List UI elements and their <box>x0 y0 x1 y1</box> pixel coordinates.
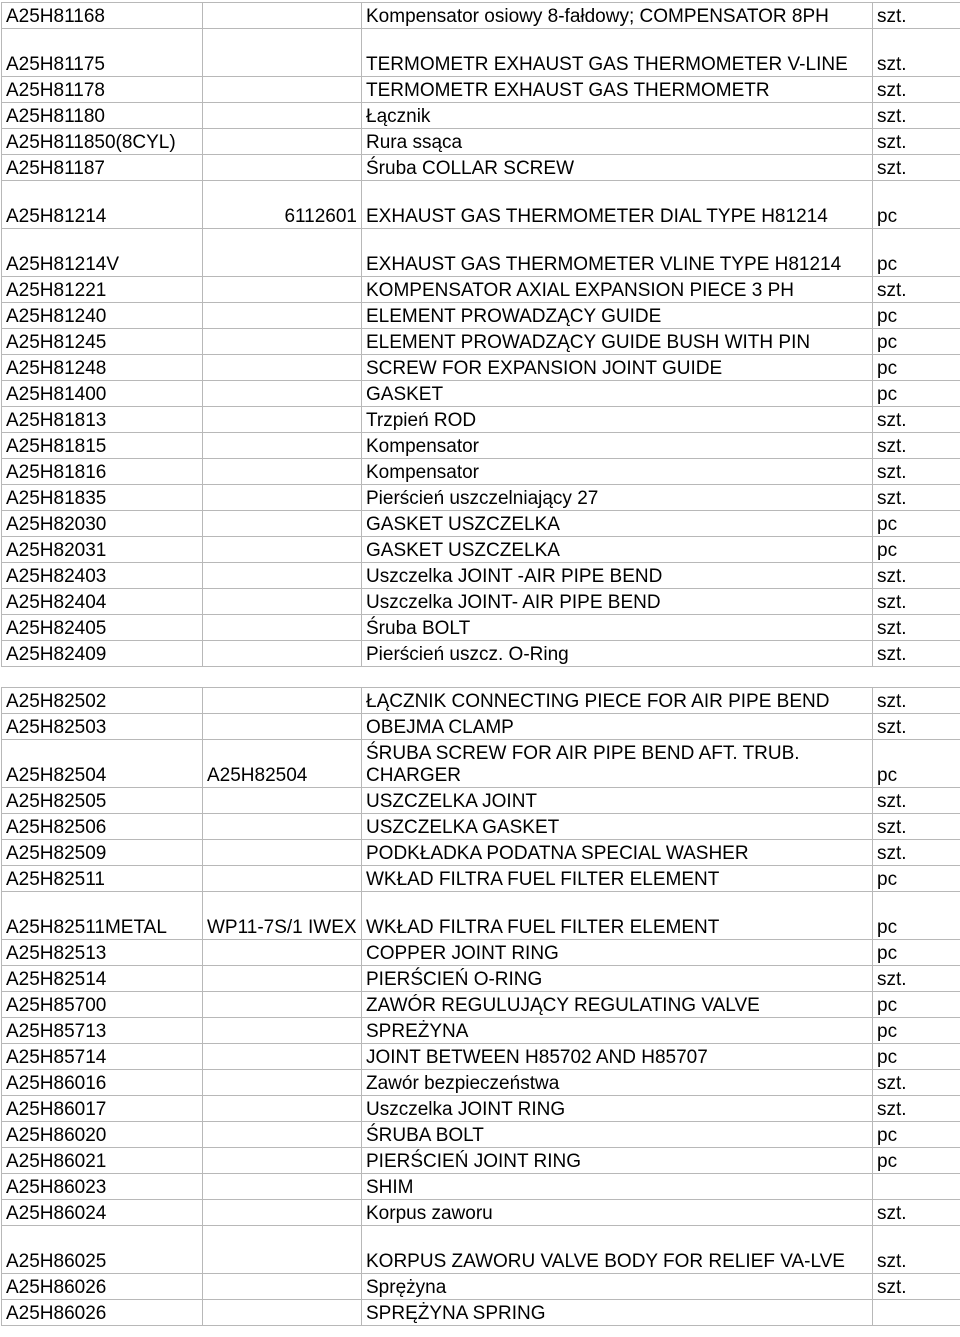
part-code-cell: A25H81214 <box>2 181 203 229</box>
table-row <box>2 103 960 129</box>
part-code-cell: A25H85714 <box>2 1044 203 1070</box>
table-row <box>2 129 960 155</box>
table-row <box>2 1070 960 1096</box>
part-code-cell: A25H82514 <box>2 966 203 992</box>
reference-cell <box>203 1200 362 1226</box>
description-cell: Zawór bezpieczeństwa <box>362 1070 873 1096</box>
description-cell: Uszczelka JOINT RING <box>362 1096 873 1122</box>
part-code-cell: A25H81187 <box>2 155 203 181</box>
table-row <box>2 485 960 511</box>
unit-cell <box>873 667 960 688</box>
unit-cell <box>873 1174 960 1200</box>
description-cell: Kompensator <box>362 433 873 459</box>
description-cell: PIERŚCIEŃ JOINT RING <box>362 1148 873 1174</box>
reference-cell <box>203 1096 362 1122</box>
unit-cell: szt. <box>873 1070 960 1096</box>
table-row <box>2 407 960 433</box>
table-row <box>2 992 960 1018</box>
part-code-cell: A25H82511 <box>2 866 203 892</box>
table-row <box>2 1148 960 1174</box>
description-cell: GASKET <box>362 381 873 407</box>
unit-cell: pc <box>873 181 960 229</box>
description-cell: SHIM <box>362 1174 873 1200</box>
part-code-cell: A25H82509 <box>2 840 203 866</box>
part-code-cell: A25H81815 <box>2 433 203 459</box>
spacer-row <box>2 667 960 688</box>
reference-cell <box>203 1148 362 1174</box>
part-code-cell: A25H82502 <box>2 688 203 714</box>
part-code-cell: A25H82403 <box>2 563 203 589</box>
part-code-cell: A25H85713 <box>2 1018 203 1044</box>
unit-cell: szt. <box>873 129 960 155</box>
unit-cell: szt. <box>873 407 960 433</box>
table-row <box>2 714 960 740</box>
part-code-cell: A25H82030 <box>2 511 203 537</box>
description-cell: ZAWÓR REGULUJĄCY REGULATING VALVE <box>362 992 873 1018</box>
table-row <box>2 1300 960 1326</box>
reference-cell <box>203 329 362 355</box>
unit-cell: pc <box>873 355 960 381</box>
part-code-cell: A25H81214V <box>2 229 203 277</box>
table-row <box>2 29 960 77</box>
reference-cell <box>203 129 362 155</box>
description-cell: ŁĄCZNIK CONNECTING PIECE FOR AIR PIPE BEND <box>362 688 873 714</box>
unit-cell: szt. <box>873 840 960 866</box>
description-cell: ELEMENT PROWADZĄCY GUIDE <box>362 303 873 329</box>
part-code-cell: A25H86020 <box>2 1122 203 1148</box>
description-cell: PODKŁADKA PODATNA SPECIAL WASHER <box>362 840 873 866</box>
table-row <box>2 589 960 615</box>
reference-cell <box>203 1274 362 1300</box>
table-row <box>2 433 960 459</box>
unit-cell: szt. <box>873 1274 960 1300</box>
reference-cell <box>203 1044 362 1070</box>
reference-cell <box>203 459 362 485</box>
reference-cell <box>203 641 362 667</box>
reference-cell <box>203 3 362 29</box>
table-row <box>2 641 960 667</box>
part-code-cell: A25H82031 <box>2 537 203 563</box>
unit-cell: pc <box>873 866 960 892</box>
part-code-cell: A25H86026 <box>2 1300 203 1326</box>
part-code-cell: A25H81221 <box>2 277 203 303</box>
part-code-cell: A25H86023 <box>2 1174 203 1200</box>
part-code-cell: A25H82404 <box>2 589 203 615</box>
reference-cell <box>203 940 362 966</box>
unit-cell: szt. <box>873 1200 960 1226</box>
unit-cell: szt. <box>873 714 960 740</box>
unit-cell: szt. <box>873 3 960 29</box>
reference-cell <box>203 714 362 740</box>
table-row <box>2 788 960 814</box>
description-cell: WKŁAD FILTRA FUEL FILTER ELEMENT <box>362 866 873 892</box>
reference-cell <box>203 1122 362 1148</box>
part-code-cell: A25H86017 <box>2 1096 203 1122</box>
table-row <box>2 563 960 589</box>
table-row <box>2 1018 960 1044</box>
description-cell: Pierścień uszcz. O-Ring <box>362 641 873 667</box>
unit-cell: szt. <box>873 788 960 814</box>
description-cell: SPREŻYNA <box>362 1018 873 1044</box>
reference-cell <box>203 814 362 840</box>
description-cell: Śruba COLLAR SCREW <box>362 155 873 181</box>
unit-cell: pc <box>873 892 960 940</box>
table-row <box>2 814 960 840</box>
unit-cell: pc <box>873 1122 960 1148</box>
description-cell: Kompensator <box>362 459 873 485</box>
reference-cell <box>203 511 362 537</box>
part-code-cell: A25H81180 <box>2 103 203 129</box>
part-code-cell: A25H82504 <box>2 740 203 788</box>
unit-cell: szt. <box>873 688 960 714</box>
part-code-cell: A25H86021 <box>2 1148 203 1174</box>
part-code-cell: A25H85700 <box>2 992 203 1018</box>
table-row <box>2 1174 960 1200</box>
unit-cell: pc <box>873 740 960 788</box>
table-row <box>2 840 960 866</box>
part-code-cell: A25H86024 <box>2 1200 203 1226</box>
unit-cell: szt. <box>873 1226 960 1274</box>
unit-cell: szt. <box>873 563 960 589</box>
reference-cell <box>203 229 362 277</box>
part-code-cell: A25H82506 <box>2 814 203 840</box>
parts-list-sheet <box>0 2 960 1326</box>
reference-cell: 6112601 <box>203 181 362 229</box>
reference-cell <box>203 1070 362 1096</box>
reference-cell <box>203 788 362 814</box>
reference-cell: A25H82504 <box>203 740 362 788</box>
unit-cell: szt. <box>873 615 960 641</box>
part-code-cell: A25H81168 <box>2 3 203 29</box>
reference-cell <box>203 866 362 892</box>
part-code-cell: A25H81175 <box>2 29 203 77</box>
unit-cell: pc <box>873 1018 960 1044</box>
reference-cell <box>203 433 362 459</box>
unit-cell: pc <box>873 381 960 407</box>
reference-cell <box>203 485 362 511</box>
description-cell: KOMPENSATOR AXIAL EXPANSION PIECE 3 PH <box>362 277 873 303</box>
parts-table-body <box>2 3 960 1326</box>
description-cell: ŚRUBA SCREW FOR AIR PIPE BEND AFT. TRUB. CHARGER <box>362 740 873 788</box>
reference-cell <box>203 303 362 329</box>
unit-cell: szt. <box>873 459 960 485</box>
reference-cell <box>203 966 362 992</box>
reference-cell <box>203 407 362 433</box>
description-cell: COPPER JOINT RING <box>362 940 873 966</box>
unit-cell: szt. <box>873 433 960 459</box>
table-row <box>2 1200 960 1226</box>
table-row <box>2 381 960 407</box>
unit-cell: pc <box>873 329 960 355</box>
reference-cell <box>203 277 362 303</box>
reference-cell <box>203 840 362 866</box>
description-cell: SCREW FOR EXPANSION JOINT GUIDE <box>362 355 873 381</box>
description-cell: SPRĘŻYNA SPRING <box>362 1300 873 1326</box>
description-cell: EXHAUST GAS THERMOMETER VLINE TYPE H81214 <box>362 229 873 277</box>
unit-cell: szt. <box>873 29 960 77</box>
table-row <box>2 77 960 103</box>
reference-cell <box>203 1174 362 1200</box>
table-row <box>2 688 960 714</box>
reference-cell <box>203 688 362 714</box>
unit-cell: pc <box>873 1044 960 1070</box>
description-cell: OBEJMA CLAMP <box>362 714 873 740</box>
part-code-cell: A25H82511METAL <box>2 892 203 940</box>
part-code-cell: A25H81245 <box>2 329 203 355</box>
reference-cell <box>203 1018 362 1044</box>
part-code-cell: A25H81813 <box>2 407 203 433</box>
reference-cell <box>203 103 362 129</box>
reference-cell <box>203 77 362 103</box>
part-code-cell: A25H81240 <box>2 303 203 329</box>
description-cell <box>362 667 873 688</box>
description-cell: Korpus zaworu <box>362 1200 873 1226</box>
description-cell: Kompensator osiowy 8-fałdowy; COMPENSATOR 8PH <box>362 3 873 29</box>
unit-cell: pc <box>873 511 960 537</box>
reference-cell <box>203 1226 362 1274</box>
part-code-cell: A25H81835 <box>2 485 203 511</box>
unit-cell: pc <box>873 1148 960 1174</box>
description-cell: USZCZELKA GASKET <box>362 814 873 840</box>
unit-cell: pc <box>873 303 960 329</box>
table-row <box>2 303 960 329</box>
reference-cell <box>203 1300 362 1326</box>
unit-cell: szt. <box>873 485 960 511</box>
description-cell: Śruba BOLT <box>362 615 873 641</box>
reference-cell <box>203 355 362 381</box>
table-row <box>2 511 960 537</box>
unit-cell: szt. <box>873 1096 960 1122</box>
part-code-cell: A25H82405 <box>2 615 203 641</box>
reference-cell <box>203 563 362 589</box>
part-code-cell: A25H82409 <box>2 641 203 667</box>
part-code-cell: A25H81248 <box>2 355 203 381</box>
table-row <box>2 1096 960 1122</box>
part-code-cell: A25H82505 <box>2 788 203 814</box>
description-cell: Trzpień ROD <box>362 407 873 433</box>
reference-cell <box>203 589 362 615</box>
part-code-cell: A25H86026 <box>2 1274 203 1300</box>
description-cell: PIERŚCIEŃ O-RING <box>362 966 873 992</box>
table-row <box>2 966 960 992</box>
table-row <box>2 1122 960 1148</box>
table-row <box>2 181 960 229</box>
table-row <box>2 615 960 641</box>
part-code-cell: A25H82503 <box>2 714 203 740</box>
table-row <box>2 459 960 485</box>
unit-cell: szt. <box>873 277 960 303</box>
part-code-cell: A25H81816 <box>2 459 203 485</box>
unit-cell: szt. <box>873 814 960 840</box>
table-row <box>2 3 960 29</box>
description-cell: ŚRUBA BOLT <box>362 1122 873 1148</box>
description-cell: Uszczelka JOINT- AIR PIPE BEND <box>362 589 873 615</box>
parts-table <box>1 2 960 1326</box>
reference-cell <box>203 381 362 407</box>
part-code-cell <box>2 667 203 688</box>
description-cell: GASKET USZCZELKA <box>362 537 873 563</box>
description-cell: Rura ssąca <box>362 129 873 155</box>
table-row <box>2 355 960 381</box>
part-code-cell: A25H811850(8CYL) <box>2 129 203 155</box>
reference-cell <box>203 615 362 641</box>
table-row <box>2 229 960 277</box>
description-cell: Łącznik <box>362 103 873 129</box>
table-row <box>2 537 960 563</box>
description-cell: TERMOMETR EXHAUST GAS THERMOMETER V-LINE <box>362 29 873 77</box>
part-code-cell: A25H81400 <box>2 381 203 407</box>
description-cell: TERMOMETR EXHAUST GAS THERMOMETR <box>362 77 873 103</box>
part-code-cell: A25H86025 <box>2 1226 203 1274</box>
table-row <box>2 1044 960 1070</box>
description-cell: ELEMENT PROWADZĄCY GUIDE BUSH WITH PIN <box>362 329 873 355</box>
description-cell: Uszczelka JOINT -AIR PIPE BEND <box>362 563 873 589</box>
table-row <box>2 329 960 355</box>
reference-cell <box>203 29 362 77</box>
reference-cell: WP11-7S/1 IWEX <box>203 892 362 940</box>
table-row <box>2 892 960 940</box>
table-row <box>2 1226 960 1274</box>
table-row <box>2 277 960 303</box>
table-row <box>2 155 960 181</box>
description-cell: KORPUS ZAWORU VALVE BODY FOR RELIEF VA-LVE <box>362 1226 873 1274</box>
description-cell: WKŁAD FILTRA FUEL FILTER ELEMENT <box>362 892 873 940</box>
reference-cell <box>203 537 362 563</box>
description-cell: USZCZELKA JOINT <box>362 788 873 814</box>
table-row <box>2 940 960 966</box>
part-code-cell: A25H86016 <box>2 1070 203 1096</box>
reference-cell <box>203 155 362 181</box>
reference-cell <box>203 992 362 1018</box>
description-cell: JOINT BETWEEN H85702 AND H85707 <box>362 1044 873 1070</box>
description-cell: GASKET USZCZELKA <box>362 511 873 537</box>
table-row <box>2 866 960 892</box>
unit-cell: szt. <box>873 589 960 615</box>
table-row <box>2 1274 960 1300</box>
unit-cell: szt. <box>873 966 960 992</box>
unit-cell: szt. <box>873 103 960 129</box>
part-code-cell: A25H81178 <box>2 77 203 103</box>
unit-cell: szt. <box>873 77 960 103</box>
unit-cell: szt. <box>873 641 960 667</box>
unit-cell: pc <box>873 940 960 966</box>
unit-cell: pc <box>873 229 960 277</box>
table-row <box>2 740 960 788</box>
description-cell: EXHAUST GAS THERMOMETER DIAL TYPE H81214 <box>362 181 873 229</box>
description-cell: Sprężyna <box>362 1274 873 1300</box>
unit-cell: pc <box>873 992 960 1018</box>
unit-cell: pc <box>873 537 960 563</box>
unit-cell: szt. <box>873 155 960 181</box>
part-code-cell: A25H82513 <box>2 940 203 966</box>
reference-cell <box>203 667 362 688</box>
description-cell: Pierścień uszczelniający 27 <box>362 485 873 511</box>
unit-cell <box>873 1300 960 1326</box>
